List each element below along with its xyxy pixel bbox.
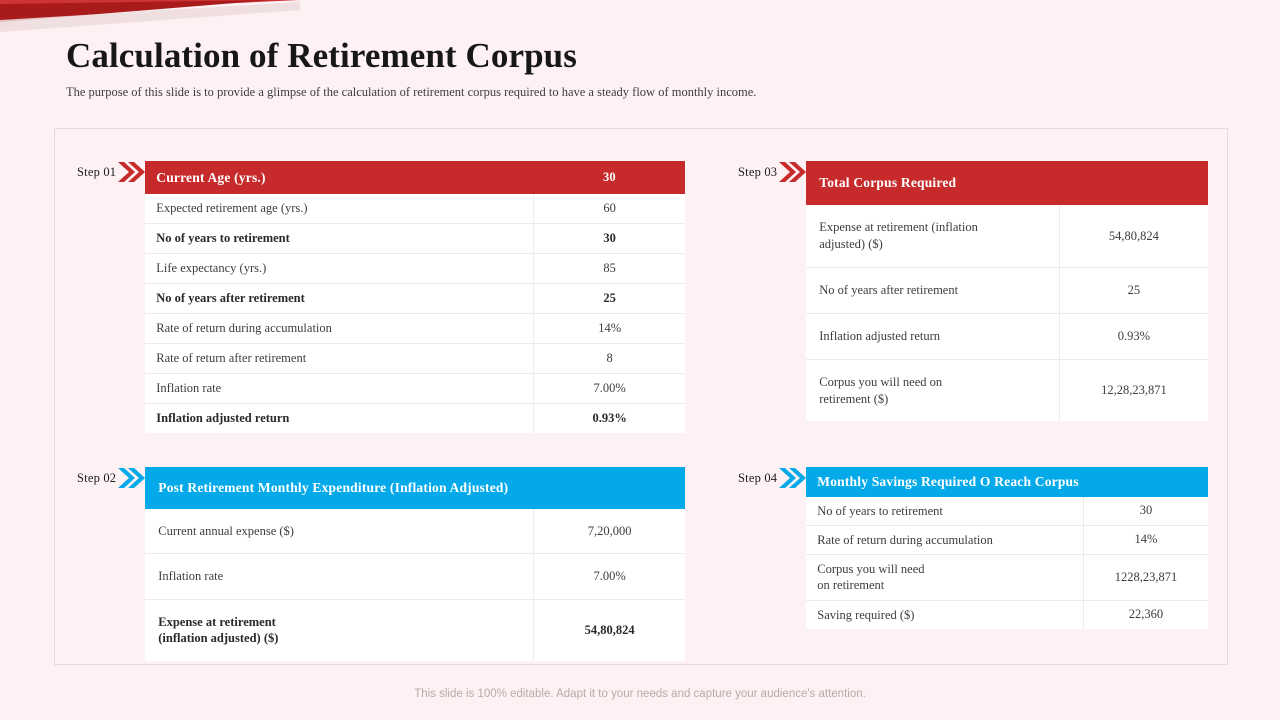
table-step-02 — [145, 467, 685, 661]
step-block-01 — [77, 161, 685, 433]
row-value: 85 — [534, 254, 685, 284]
row-value: 14% — [1083, 525, 1208, 554]
footer-note: This slide is 100% editable. Adapt it to your needs and capture your audience's attention. — [414, 688, 866, 700]
table-row — [145, 224, 685, 254]
row-label: Saving required ($) — [806, 600, 1083, 629]
step-block-03 — [738, 161, 1208, 421]
double-chevron-right-icon — [117, 467, 145, 489]
step-label-04: Step 04 — [738, 470, 778, 485]
table-step-01 — [145, 161, 685, 433]
table-row — [145, 344, 685, 374]
row-label: Corpus you will need on retirement ($) — [806, 359, 1059, 421]
row-value: 0.93% — [1059, 313, 1208, 359]
row-label: Expense at retirement (inflation adjusted) ($) — [145, 599, 534, 661]
step-marker-02 — [77, 467, 145, 489]
row-value: 30 — [1083, 497, 1208, 526]
table-row — [806, 205, 1208, 267]
content-panel — [54, 128, 1228, 665]
table-row — [806, 313, 1208, 359]
table-header-row — [806, 161, 1208, 205]
table-header-label: Total Corpus Required — [806, 161, 1208, 205]
row-value: 14% — [534, 314, 685, 344]
row-label: Corpus you will need on retirement — [806, 555, 1083, 601]
table-row — [145, 554, 685, 600]
step-marker-01 — [77, 161, 145, 183]
step-table-wrap-03 — [806, 161, 1208, 421]
step-label-03: Step 03 — [738, 164, 778, 179]
row-value: 8 — [534, 344, 685, 374]
row-value: 25 — [534, 284, 685, 314]
row-label: Inflation rate — [145, 554, 534, 600]
table-row — [145, 404, 685, 434]
diagonal-ribbon-decoration — [0, 0, 300, 34]
row-value: 22,360 — [1083, 600, 1208, 629]
table-header-row — [145, 161, 685, 194]
row-label: Inflation adjusted return — [806, 313, 1059, 359]
page-subtitle: The purpose of this slide is to provide a glimpse of the calculation of retirement corpus required to have a steady flow of monthly income. — [66, 85, 757, 99]
table-row — [145, 284, 685, 314]
step-label-02: Step 02 — [77, 470, 117, 485]
table-row — [806, 525, 1208, 554]
row-label: Inflation adjusted return — [145, 404, 534, 434]
table-row — [145, 314, 685, 344]
row-label: Rate of return during accumulation — [145, 314, 534, 344]
table-header-row — [145, 467, 685, 509]
table-row — [145, 194, 685, 224]
table-row — [806, 267, 1208, 313]
row-value: 30 — [534, 224, 685, 254]
double-chevron-right-icon — [778, 161, 806, 183]
row-label: No of years to retirement — [145, 224, 534, 254]
table-row — [145, 254, 685, 284]
row-value: 12,28,23,871 — [1059, 359, 1208, 421]
double-chevron-right-icon — [778, 467, 806, 489]
table-step-03 — [806, 161, 1208, 421]
row-label: No of years to retirement — [806, 497, 1083, 526]
row-value: 60 — [534, 194, 685, 224]
row-value: 7.00% — [534, 374, 685, 404]
table-row — [806, 497, 1208, 526]
row-value: 54,80,824 — [534, 599, 685, 661]
row-label: Expected retirement age (yrs.) — [145, 194, 534, 224]
page-title: Calculation of Retirement Corpus — [66, 36, 577, 75]
table-row — [145, 374, 685, 404]
table-header-label: Post Retirement Monthly Expenditure (Inflation Adjusted) — [145, 467, 685, 509]
table-row — [806, 359, 1208, 421]
ribbon-icon — [0, 0, 300, 34]
table-row — [806, 555, 1208, 601]
table-row — [145, 509, 685, 554]
row-value: 7.00% — [534, 554, 685, 600]
table-header-row — [806, 467, 1208, 497]
row-label: Rate of return during accumulation — [806, 525, 1083, 554]
step-marker-03 — [738, 161, 806, 183]
step-table-wrap-04 — [806, 467, 1208, 629]
step-marker-04 — [738, 467, 806, 489]
row-value: 7,20,000 — [534, 509, 685, 554]
step-table-wrap-02 — [145, 467, 685, 661]
double-chevron-right-icon — [117, 161, 145, 183]
row-label: No of years after retirement — [806, 267, 1059, 313]
step-label-01: Step 01 — [77, 164, 117, 179]
row-value: 25 — [1059, 267, 1208, 313]
step-block-04 — [738, 467, 1208, 629]
row-label: Inflation rate — [145, 374, 534, 404]
row-value: 0.93% — [534, 404, 685, 434]
row-value: 1228,23,871 — [1083, 555, 1208, 601]
row-label: Life expectancy (yrs.) — [145, 254, 534, 284]
row-value: 54,80,824 — [1059, 205, 1208, 267]
step-table-wrap-01 — [145, 161, 685, 433]
table-row — [145, 599, 685, 661]
table-step-04 — [806, 467, 1208, 629]
row-label: No of years after retirement — [145, 284, 534, 314]
table-header-value: 30 — [534, 161, 685, 194]
table-header-label: Current Age (yrs.) — [145, 161, 534, 194]
table-row — [806, 600, 1208, 629]
row-label: Rate of return after retirement — [145, 344, 534, 374]
table-header-label: Monthly Savings Required O Reach Corpus — [806, 467, 1208, 497]
row-label: Current annual expense ($) — [145, 509, 534, 554]
step-block-02 — [77, 467, 685, 661]
row-label: Expense at retirement (inflation adjusted) ($) — [806, 205, 1059, 267]
